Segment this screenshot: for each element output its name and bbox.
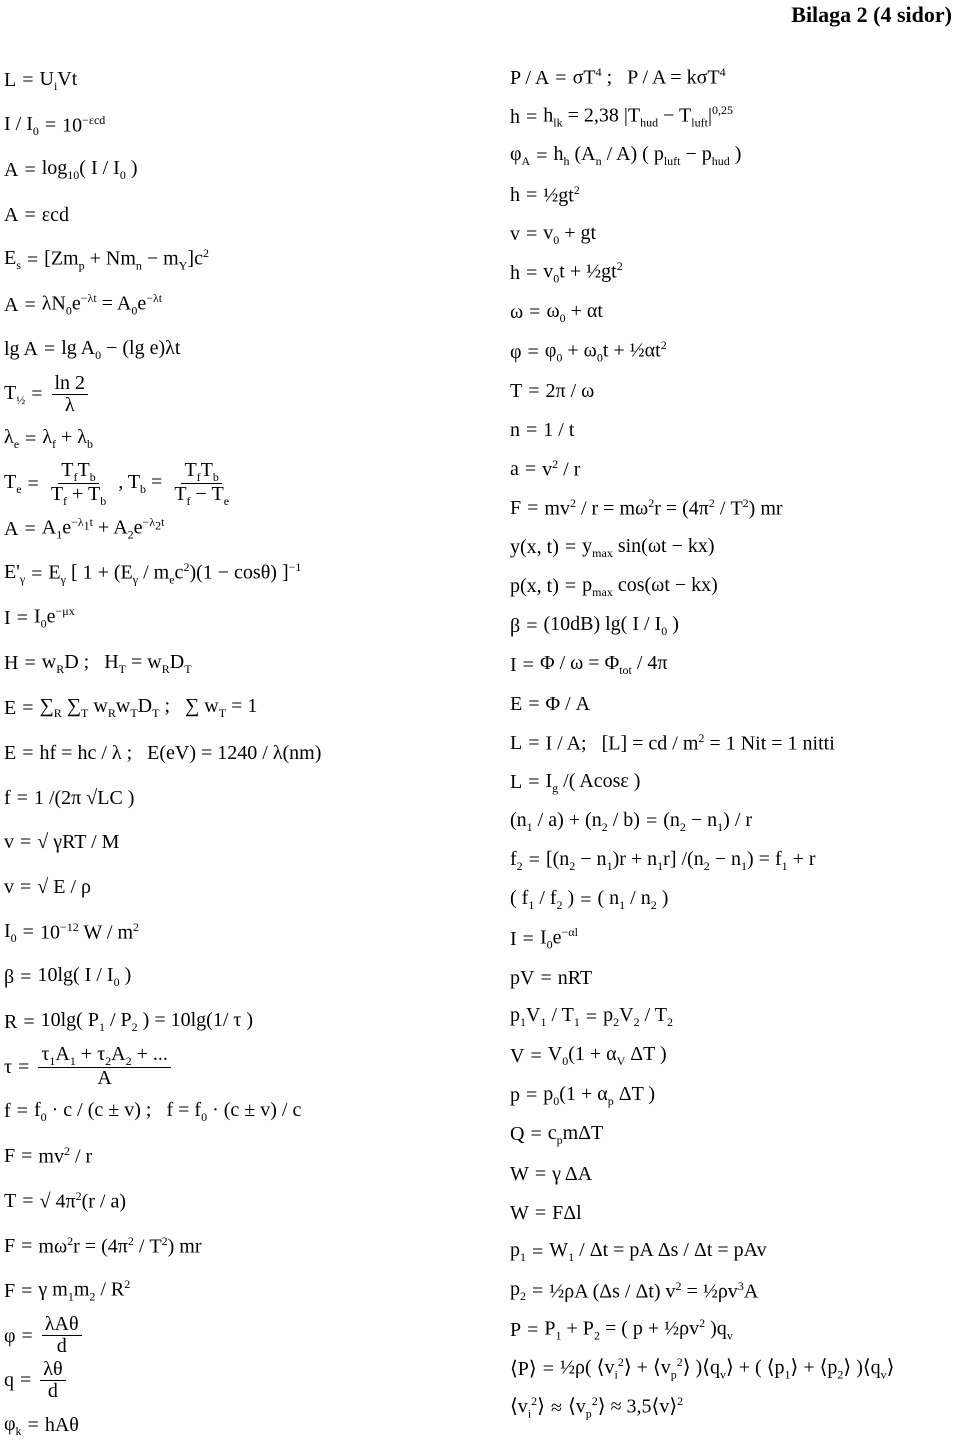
- formula: T = √ $4\pi^2(r / a)$: [4, 1188, 126, 1213]
- formula: P = $P_1 + P_2$ = ( $p + \frac{1}{2}\rho v^2$ )$q_v$: [510, 1316, 733, 1343]
- formula: v = √ E / ρ: [4, 876, 92, 899]
- formula: I = $I_0e^{-\alpha l}$: [510, 924, 578, 952]
- formula: W = FΔl: [510, 1201, 582, 1224]
- formula: $\varphi_A$ = $h_h$ $(A_n / A)$ ( $p_{luft} - p_{hud}$ ): [510, 143, 742, 169]
- formula: β = 10lg( I / $I_0$ ): [4, 964, 132, 990]
- formula: W = γ ΔA: [510, 1162, 593, 1185]
- fraction: $\frac{T_fT_b}{T_f - T_e}$: [174, 458, 230, 509]
- formula: f = 1 /(2π √LC ): [4, 786, 135, 809]
- fraction: $\frac{\lambda\theta}{d}$: [40, 1359, 65, 1402]
- formula: A = $A_1e^{-\lambda_1t} + A_2e^{-\lambda_2t}$: [4, 514, 165, 542]
- formula: n = 1 / t: [510, 418, 575, 441]
- formula: a = $v^2$ / r: [510, 456, 581, 481]
- formula: I / $I_0$ = $10^{-\varepsilon cd}$: [4, 112, 106, 138]
- formula: A = $\log_{10}$( I / $I_0$ ): [4, 157, 138, 183]
- formula: I = $I_0e^{-\mu x}$: [4, 604, 75, 632]
- fraction: $\frac{\tau_1A_1 + \tau_2A_2 + ...}{A}$: [38, 1044, 171, 1090]
- formula: pV = nRT: [510, 966, 593, 989]
- formula: $T_{\frac{1}{2}}$ = $\frac{\ln 2}{\lambda}$: [4, 372, 474, 417]
- formula: A = $\lambda N_0e^{-\lambda t} = A_0e^{-\lambda t}$: [4, 290, 163, 318]
- fraction: $\frac{T_fT_b}{T_f + T_b}$: [50, 458, 107, 509]
- formula: E = $\sum_R$ $\sum_T$ $w_Rw_TD_T$ ; ∑ $w_T = 1$: [4, 695, 258, 721]
- formula: τ = $\frac{\tau_1A_1 + \tau_2A_2 + ...}{A}$: [4, 1044, 474, 1089]
- formula: h = $h_{lk} = 2,38$ $|T_{hud} - T_{luft}|^{0,25}$: [510, 102, 733, 130]
- formula: E = hf = hc / λ ; E(eV) = 1240 / λ(nm): [4, 741, 322, 764]
- formula-column-left: [4, 58, 474, 1448]
- formula: L = $U_iVt$: [4, 67, 78, 93]
- formula: $E'_\gamma$ = $E_\gamma$ [ $1 + (E_\gamma / m_ec^2)(1 - \cos\theta)$ ]$^{-1}$: [4, 559, 302, 587]
- formula: V = $V_0(1 + \alpha_V$ ΔT ): [510, 1043, 667, 1069]
- formula: v = $v_0$ + gt: [510, 221, 597, 247]
- formula: F = $m\omega^2r = (4\pi^2 / T^2)$ mr: [4, 1233, 202, 1258]
- formula: $f_2$ = $[(n_2 - n_1)r + n_1r] /(n_2 - n_1) = f_1 + r$: [510, 847, 816, 873]
- formula: $\lambda_e$ = $\lambda_f + \lambda_b$: [4, 426, 93, 452]
- formula: $⟨v_i^2⟩$ ≈ $⟨v_p^2⟩$ ≈ 3,5⟨v⟩$^2$: [510, 1394, 684, 1422]
- formula: v = √ γRT / M: [4, 831, 120, 854]
- formula: f = $f_0 \cdot c / (c \pm v)$ ; $f = f_0 \cdot (c \pm v) / c$: [4, 1098, 302, 1124]
- formula: L = I / A; [L] = cd / $m^2 = 1$ Nit = 1 nitti: [510, 730, 835, 755]
- formula-column-right: [510, 58, 955, 1428]
- formula: H = $w_RD$ ; $H_T = w_RD_T$: [4, 650, 192, 676]
- formula: $T_e$ = $\frac{T_fT_b}{T_f + T_b}$ , $T_b$ = $\frac{T_fT_b}{T_f - T_e}$: [4, 461, 474, 506]
- page-title: Bilaga 2 (4 sidor): [791, 2, 952, 27]
- formula: Q = $c_pm\Delta T$: [510, 1121, 604, 1147]
- formula: $(n_1 / a) + (n_2 / b)$ = $(n_2 - n_1) / r$: [510, 808, 753, 834]
- formula: p(x, t) = $p_{max}$ cos(ωt − kx): [510, 573, 718, 599]
- formula: ω = $\omega_0 + \alpha t$: [510, 299, 603, 325]
- formula: φ = $\varphi_0 + \omega_0t$ + $\frac{1}{2}\alpha t^2$: [510, 337, 667, 365]
- fraction: $\frac{\ln 2}{\lambda}$: [52, 373, 89, 416]
- formula: lg A = $\lg A_0 - (\lg$ e)λt: [4, 336, 181, 362]
- formula: h = $\frac{1}{2}gt^2$: [510, 182, 580, 207]
- formula: I = $\Phi / \omega = \Phi_{tot} / 4\pi$: [510, 652, 668, 678]
- formula: h = $v_0t$ + $\frac{1}{2}gt^2$: [510, 259, 623, 286]
- formula: y(x, t) = $y_{max}$ sin(ωt − kx): [510, 534, 715, 560]
- formula: ⟨P⟩ = ½ρ( $⟨v_i^2⟩$ + $⟨v_p^2⟩$ )$⟨q_v⟩$ + ( $⟨p_1⟩$ + $⟨p_2⟩$ )$⟨q_v⟩$: [510, 1355, 895, 1382]
- formula: L = $I_g$ /( Acosε ): [510, 769, 641, 795]
- formula: P / A = $\sigma T^4$ ; P / A = kσT$^4$: [510, 65, 726, 89]
- formula: φ = $\frac{\text{λAθ}}{d}$: [4, 1313, 474, 1358]
- fraction: $\frac{\text{λAθ}}{d}$: [42, 1314, 82, 1357]
- formula: $p_1V_1 / T_1$ = $p_2V_2 / T_2$: [510, 1004, 674, 1030]
- formula: F = $mv^2$ / r: [4, 1143, 93, 1168]
- formula: F = γ $m_1m_2 / R^2$: [4, 1276, 131, 1304]
- formula: A = εcd: [4, 203, 70, 226]
- formula: $I_0$ = $10^{-12}$ W / $m^2$: [4, 919, 140, 945]
- formula: E = Φ / A: [510, 692, 591, 715]
- formula: T = 2π / ω: [510, 379, 595, 402]
- formula: β = (10dB) lg( I / $I_0$ ): [510, 612, 679, 638]
- formula: F = $mv^2 / r = m\omega^2r = (4\pi^2 / T^2)$ mr: [510, 495, 783, 520]
- formula: $p_2$ = ½ρA (Δs / Δt) $v^2$ = $\frac{1}{2}\rho v^3A$: [510, 1278, 759, 1304]
- formula: ( $f_1 / f_2$ ) = ( $n_1 / n_2$ ): [510, 886, 669, 912]
- formula: q = $\frac{\lambda\theta}{d}$: [4, 1358, 474, 1403]
- formula: $E_s$ = $[Zm_p + Nm_n - m_Y]c^2$: [4, 245, 209, 273]
- formula: $\varphi_k$ = hAθ: [4, 1412, 79, 1438]
- formula: p = $p_0(1 + \alpha_p$ ΔT ): [510, 1082, 656, 1108]
- formula: $p_1$ = $W_1$ / Δt = pA Δs / Δt = pAv: [510, 1239, 767, 1265]
- formula: R = 10lg( $P_1 / P_2$ ) = 10lg(1/ τ ): [4, 1009, 254, 1035]
